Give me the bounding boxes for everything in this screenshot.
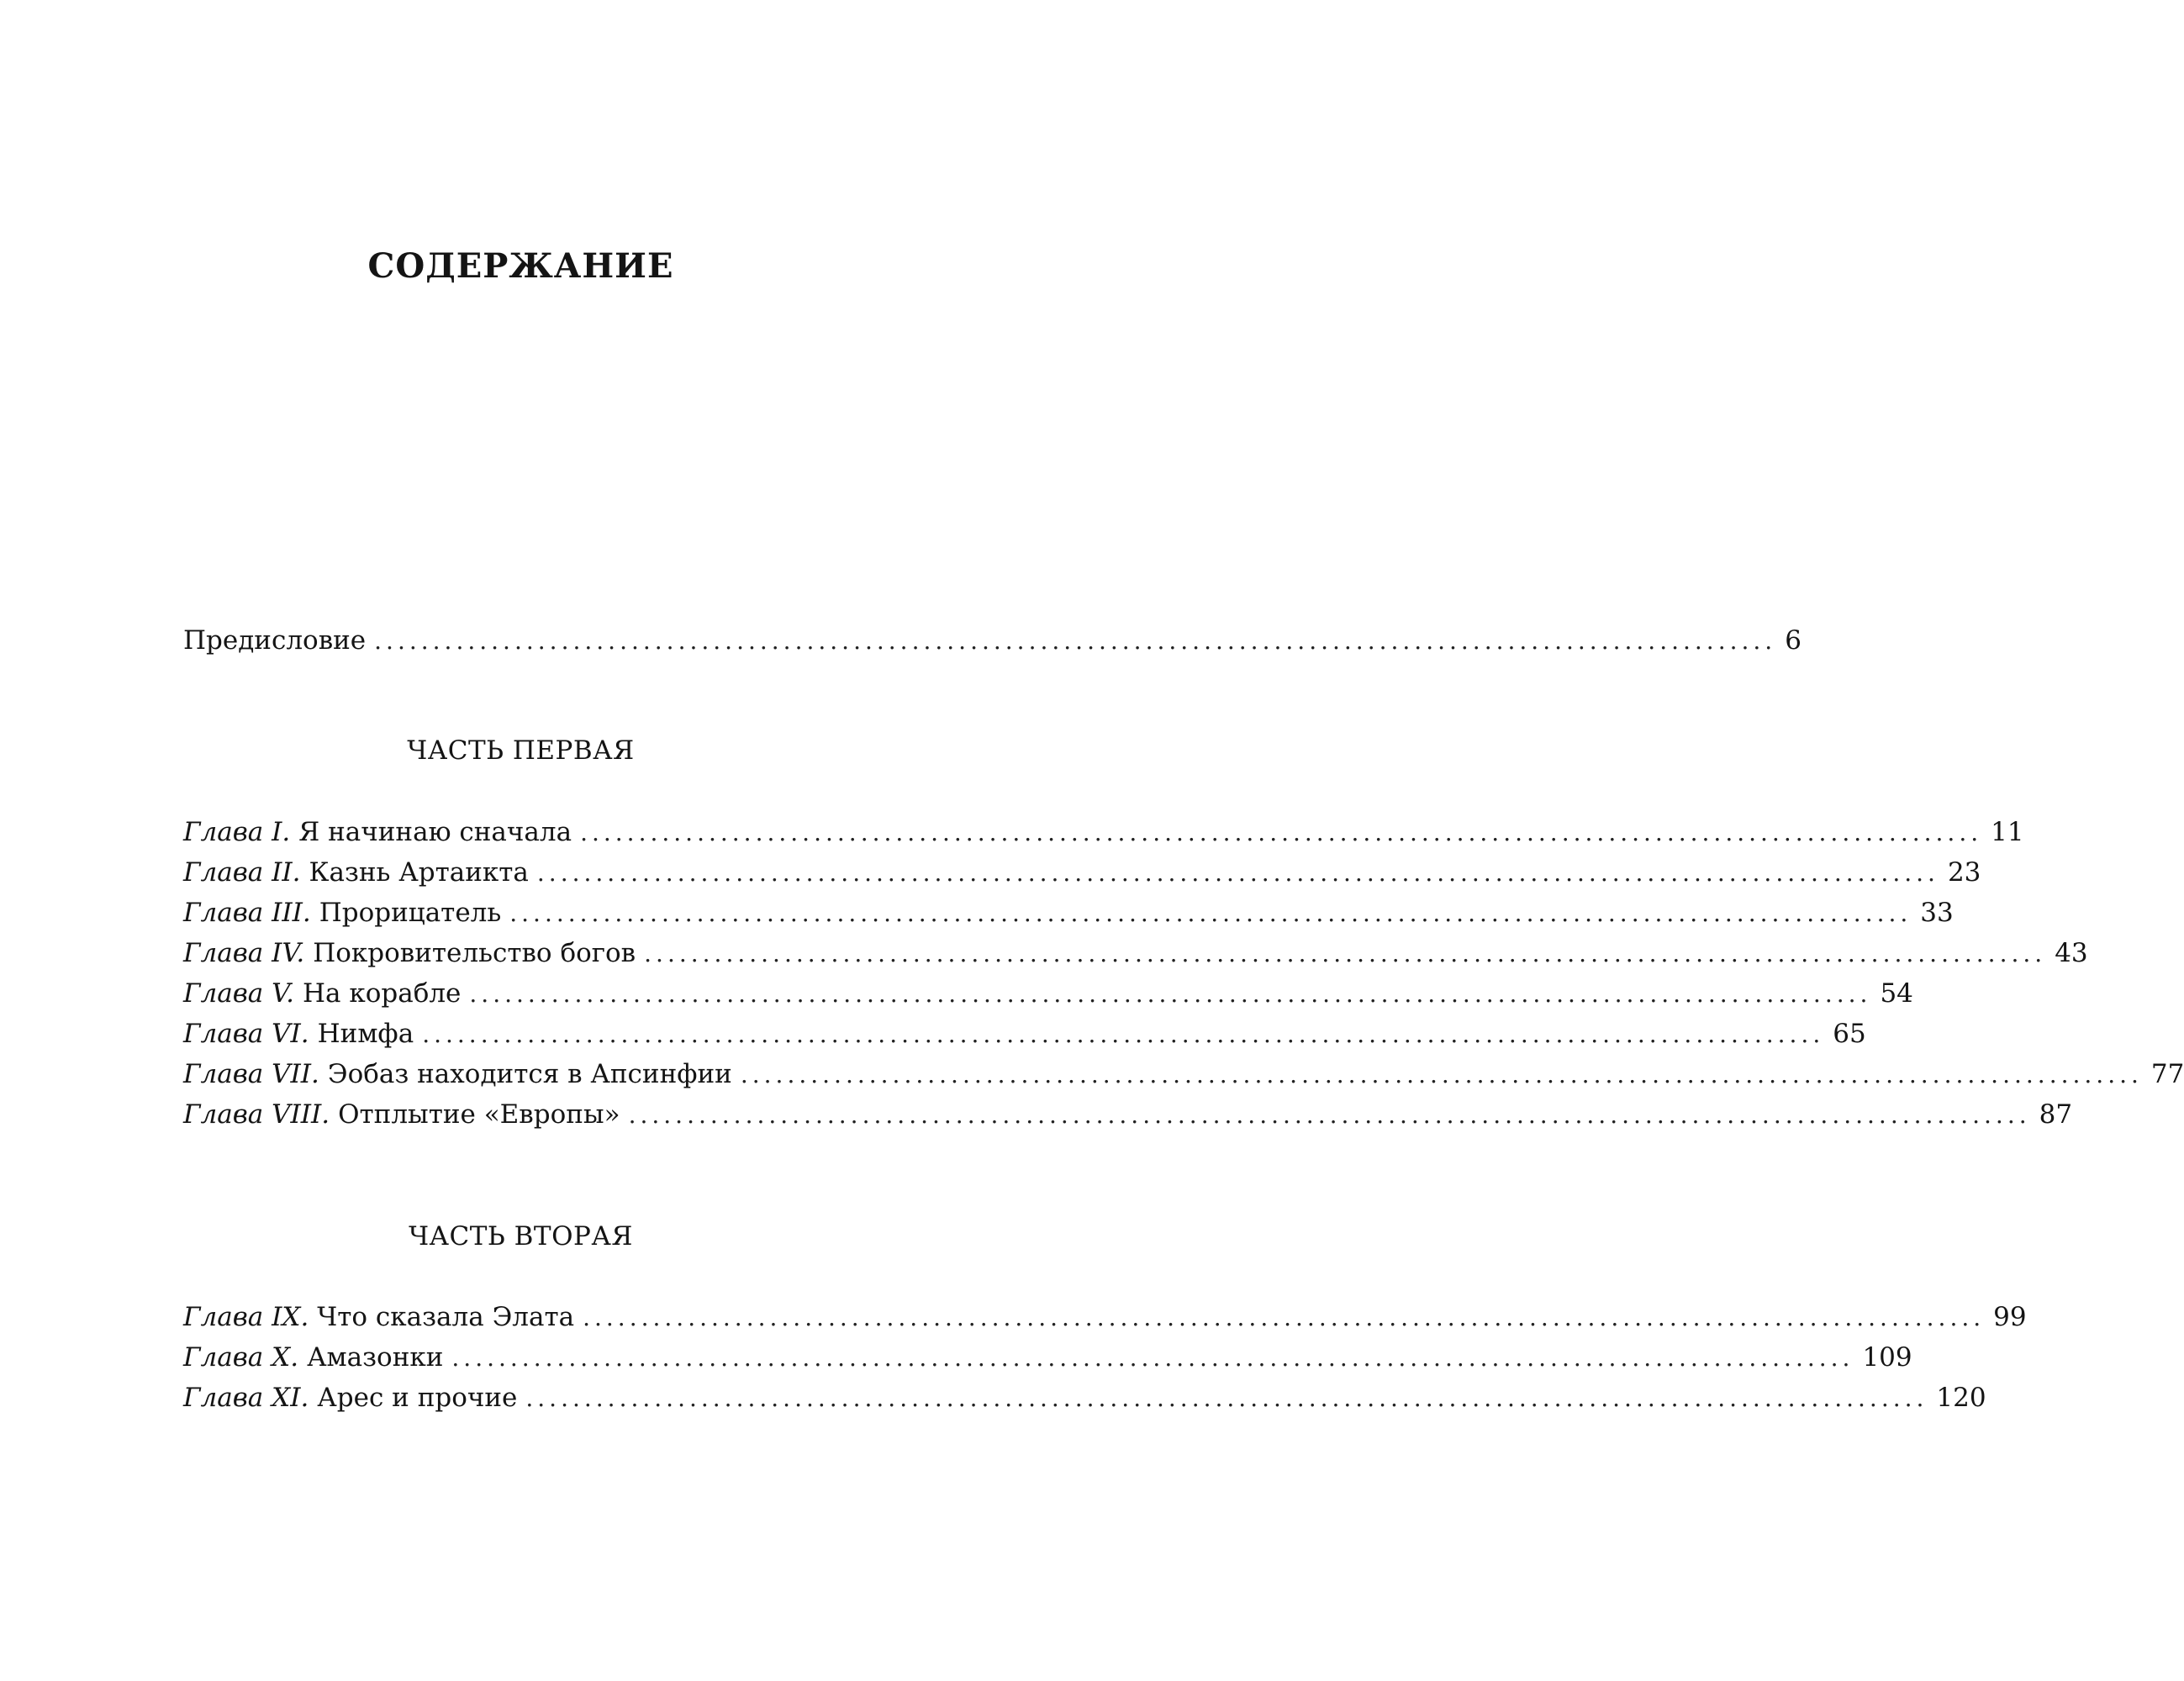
toc-leader-dots: ........................................................................................................................	[580, 819, 1983, 846]
toc-entry	[183, 1337, 1912, 1378]
toc-leader-dots: ........................................................................................................................	[509, 899, 1912, 927]
toc-entry-page: 11	[1991, 817, 2024, 847]
toc-entry-number: Глава VIII.	[183, 1099, 330, 1130]
toc-entry-page: 120	[1936, 1383, 1986, 1413]
toc-leader-dots: ........................................................................................................................	[740, 1061, 2143, 1088]
toc-entry-number: Глава V.	[183, 978, 294, 1009]
toc-entry-page: 87	[2039, 1099, 2073, 1130]
toc-entry-title: Отплытие «Европы»	[338, 1099, 620, 1130]
toc-entry-page: 33	[1920, 898, 1954, 928]
toc-entry	[183, 933, 2088, 973]
toc-entry-page: 77	[2150, 1059, 2184, 1089]
toc-entry	[183, 973, 1913, 1014]
toc-leader-dots: ........................................................................................................................	[644, 940, 2047, 967]
toc-entry-number: Глава X.	[183, 1342, 299, 1373]
toc-entry-page: 23	[1947, 857, 1981, 888]
toc-leader-dots: ........................................................................................................................	[469, 980, 1872, 1008]
toc-leader-dots: ........................................................................................................................	[628, 1101, 2031, 1129]
toc-leader-dots: ........................................................................................................................	[451, 1344, 1854, 1372]
toc-entry-title: Я начинаю сначала	[298, 817, 572, 847]
toc-entry-page: 65	[1833, 1019, 1866, 1049]
toc-entry-page: 6	[1785, 625, 1802, 656]
toc-entry-title: Эобаз находится в Апсинфии	[327, 1059, 732, 1089]
toc-entry-page: 109	[1862, 1342, 1912, 1373]
toc-entry-title: Нимфа	[317, 1019, 414, 1049]
toc-entry-number: Глава VI.	[183, 1019, 309, 1049]
toc-entry	[183, 1014, 1866, 1054]
toc-entry	[183, 1054, 2184, 1094]
toc-entry-title: На корабле	[302, 978, 462, 1009]
toc-entry-number: Глава IX.	[183, 1302, 309, 1332]
toc-entry-number: Глава VII.	[183, 1059, 319, 1089]
toc-entry-title: Амазонки	[307, 1342, 444, 1373]
page-title: СОДЕРЖАНИЕ	[367, 246, 674, 286]
toc-entry-page: 43	[2055, 938, 2088, 968]
toc-leader-dots: ........................................................................................................................	[422, 1020, 1825, 1048]
toc-entry-number: Глава XI.	[183, 1383, 309, 1413]
toc-entry-page: 99	[1993, 1302, 2027, 1332]
toc-entry-title: Что сказала Элата	[317, 1302, 575, 1332]
toc-entry-title: Арес и прочие	[317, 1383, 518, 1413]
toc-entry-title: Предисловие	[183, 625, 367, 656]
toc-leader-dots: ........................................................................................................................	[374, 627, 1777, 655]
toc-entry	[183, 893, 1954, 933]
toc-entry	[183, 1094, 2073, 1135]
toc-entry	[183, 852, 1981, 893]
toc-entry	[183, 1297, 2027, 1337]
toc-entry-page: 54	[1880, 978, 1913, 1009]
toc-entry-title: Казнь Артаикта	[309, 857, 529, 888]
toc-entry-preface	[183, 620, 1802, 661]
toc-leader-dots: ........................................................................................................................	[536, 859, 1939, 887]
toc-entry-number: Глава I.	[183, 817, 291, 847]
toc-entry-number: Глава III.	[183, 898, 311, 928]
toc-entry-title: Прорицатель	[319, 898, 502, 928]
toc-leader-dots: ........................................................................................................................	[583, 1304, 1986, 1331]
part-heading: ЧАСТЬ ВТОРАЯ	[409, 1221, 633, 1252]
part-heading: ЧАСТЬ ПЕРВАЯ	[407, 735, 635, 766]
toc-entry	[183, 1378, 1986, 1418]
toc-entry-number: Глава IV.	[183, 938, 305, 968]
toc-entry-number: Глава II.	[183, 857, 301, 888]
toc-leader-dots: ........................................................................................................................	[525, 1384, 1928, 1412]
toc-entry	[183, 812, 2024, 852]
toc-entry-title: Покровительство богов	[313, 938, 636, 968]
